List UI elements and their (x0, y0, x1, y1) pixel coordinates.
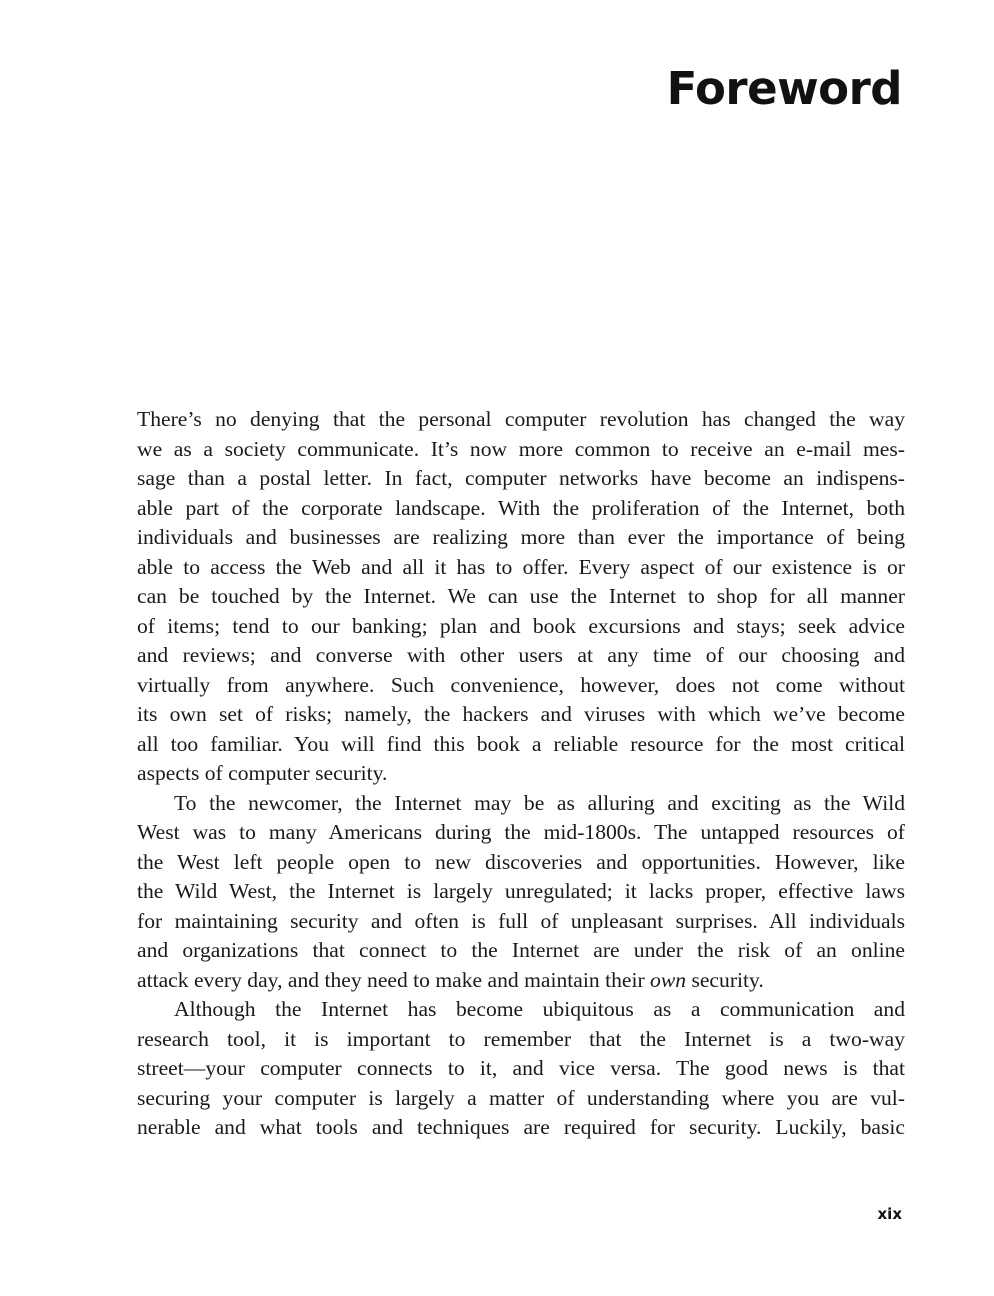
text-line: To the newcomer, the Internet may be as alluring and exciting as the Wild (174, 790, 905, 815)
text-line: able to access the Web and all it has to offer. Every aspect of our existence is or (137, 554, 905, 579)
text-line: the West left people open to new discoveries and opportunities. However, like (137, 849, 905, 874)
text-line: research tool, it is important to remember that the Internet is a two-way (137, 1026, 905, 1051)
emphasized-text: own (650, 967, 687, 992)
text-line: and organizations that connect to the Internet are under the risk of an online (137, 938, 905, 962)
text-line: all too familiar. You will find this book a reliable resource for the most critical (137, 731, 905, 756)
body-text (137, 405, 905, 1143)
paragraph-1 (137, 405, 905, 789)
text-line: and reviews; and converse with other users at any time of our choosing and (137, 643, 905, 667)
text-line: able part of the corporate landscape. With the proliferation of the Internet, both (137, 495, 905, 520)
text-line: securing your computer is largely a matter of understanding where you are vul- (137, 1085, 905, 1110)
text-segment: security. (686, 967, 764, 992)
text-line: for maintaining security and often is full of unpleasant surprises. All individuals (137, 908, 905, 933)
paragraph-2 (137, 789, 905, 996)
text-line: the Wild West, the Internet is largely unregulated; it lacks proper, effective laws (137, 879, 905, 903)
text-line: nerable and what tools and techniques are required for security. Luckily, basic (137, 1115, 905, 1139)
text-line: of items; tend to our banking; plan and book excursions and stays; seek advice (137, 613, 905, 638)
text-line: individuals and businesses are realizing more than ever the importance of being (137, 525, 905, 549)
text-line: sage than a postal letter. In fact, computer networks have become an indispens- (137, 466, 905, 490)
paragraph-3 (137, 995, 905, 1143)
text-segment: attack every day, and they need to make and maintain their (137, 967, 651, 992)
text-line: its own set of risks; namely, the hackers and viruses with which we’ve become (137, 702, 905, 726)
text-line: Although the Internet has become ubiquitous as a communication and (174, 997, 905, 1021)
text-line: West was to many Americans during the mid-1800s. The untapped resources of (137, 820, 905, 844)
text-line (137, 966, 905, 996)
text-line: we as a society communicate. It’s now more common to receive an e-mail mes- (137, 436, 905, 461)
text-line: aspects of computer security. (137, 761, 388, 785)
text-line: virtually from anywhere. Such convenience, however, does not come without (137, 672, 905, 697)
text-line: There’s no denying that the personal computer revolution has changed the way (137, 407, 905, 431)
text-line: street—your computer connects to it, and vice versa. The good news is that (137, 1056, 905, 1080)
text-line: can be touched by the Internet. We can use the Internet to shop for all manner (137, 584, 905, 608)
page-number: xix (877, 1205, 902, 1223)
chapter-title: Foreword (666, 62, 902, 115)
